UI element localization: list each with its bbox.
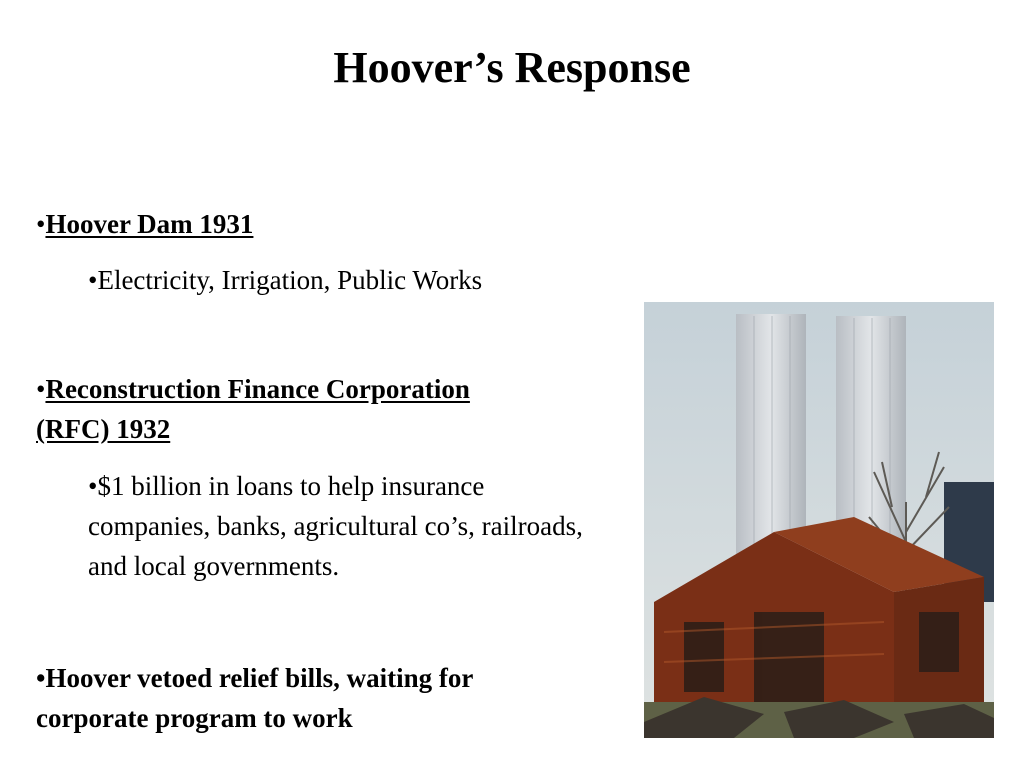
bullet-hoover-dam <box>36 204 596 244</box>
bullet-rfc <box>36 369 606 449</box>
bullet-rfc-detail <box>88 466 608 586</box>
photo-illustration <box>644 302 994 738</box>
rfc-heading-line2: (RFC) 1932 <box>36 414 171 444</box>
north-tower <box>736 314 806 564</box>
rfc-heading-line1: Reconstruction Finance Corporation <box>45 374 470 404</box>
hoover-dam-detail: Electricity, Irrigation, Public Works <box>97 265 483 295</box>
bullet-hoover-veto <box>36 658 616 738</box>
bullet-marker: • <box>36 663 46 693</box>
bullet-marker: • <box>88 471 98 501</box>
veto-line2: corporate program to work <box>36 703 353 733</box>
bullet-marker: • <box>36 374 46 404</box>
veto-line1: Hoover vetoed relief bills, waiting for <box>45 663 474 693</box>
rfc-detail: $1 billion in loans to help insurance companies, banks, agricultural co’s, railroads, and local governments. <box>88 471 583 581</box>
bullet-marker: • <box>36 209 46 239</box>
slide-title: Hoover’s Response <box>333 43 691 92</box>
bullet-marker: • <box>88 265 98 295</box>
twin-towers-photo <box>644 302 994 738</box>
hoover-dam-heading: Hoover Dam 1931 <box>45 209 254 239</box>
bullet-hoover-dam-detail <box>88 260 608 300</box>
